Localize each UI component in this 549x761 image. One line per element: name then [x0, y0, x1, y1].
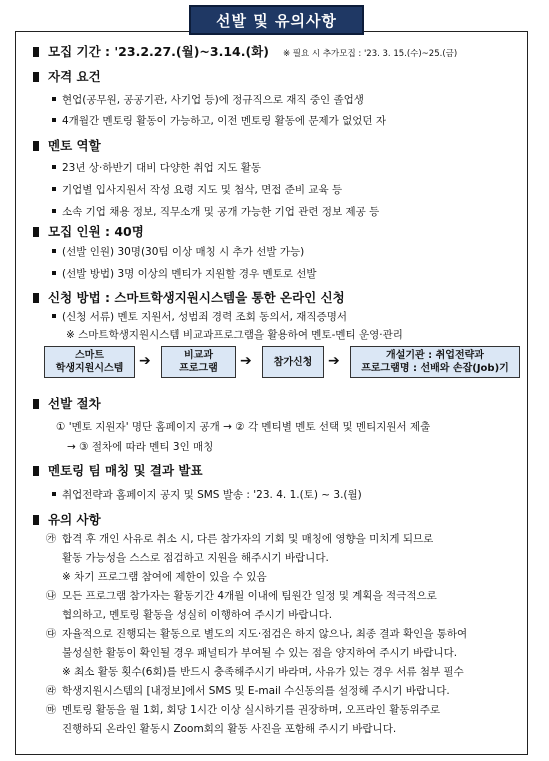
bullet-square-icon — [33, 515, 39, 525]
mentor-role-item: 기업별 입사지원서 작성 요령 지도 및 첨삭, 면접 준비 교육 등 — [52, 182, 342, 197]
note-item: ㉰ 자율적으로 진행되는 활동으로 별도의 지도·점검은 하지 않으나, 최종 결과 확인을 통하여 불성실한 활동이 확인될 경우 패널티가 부여될 수 있는 점을 양지하여 주시기 바랍니다. ※ 최소 활동 횟수(6회)를 반드시 충족해주시기 바라며, 사유가 있는 경우 서류 첨부 필수 — [46, 628, 468, 678]
bullet-square-icon — [33, 227, 39, 237]
note-item: ㉯ 모든 프로그램 참가자는 활동기간 4개월 이내에 팀원간 일정 및 계획을 적극적으로 협의하고, 멘토링 활동을 성실히 이행하여 주시기 바랍니다. — [46, 590, 437, 621]
selection-step: → ③ 절차에 따라 멘티 3인 매칭 — [67, 441, 214, 453]
recruit-period-label: 모집 기간 : '23.2.27.(월)~3.14.(화) — [48, 44, 269, 59]
arrow-right-icon: ➔ — [240, 353, 252, 369]
notes-list — [46, 530, 522, 739]
section-mentor-role — [33, 136, 101, 154]
note-item: ㉲ 멘토링 활동을 월 1회, 회당 1시간 이상 실시하기를 권장하며, 오프라인 활동위주로 진행하되 온라인 활동시 Zoom회의 활동 사진을 포함해 주시기 바랍니다. — [46, 704, 440, 735]
apply-note: ※ 스마트학생지원시스템 비교과프로그램을 활용하여 멘토-멘티 운영·관리 — [66, 329, 403, 341]
apply-flow — [44, 346, 519, 380]
mentor-role-item: 소속 기업 채용 정보, 직무소개 및 공개 가능한 기업 관련 정보 제공 등 — [52, 204, 379, 219]
selection-step: ① '멘토 지원자' 명단 홈페이지 공개 → ② 각 멘티별 멘토 선택 및 멘티지원서 제출 — [56, 421, 431, 433]
result-item: 취업전략과 홈페이지 공지 및 SMS 발송 : '23. 4. 1.(토) ~ 3.(월) — [52, 487, 362, 502]
bullet-square-icon — [33, 72, 39, 82]
bullet-square-icon — [33, 399, 39, 409]
bullet-square-icon — [33, 141, 39, 151]
result-label: 멘토링 팀 매칭 및 결과 발표 — [48, 463, 203, 478]
bullet-dot-icon — [52, 97, 56, 101]
bullet-dot-icon — [52, 165, 56, 169]
qualification-item: 현업(공무원, 공공기관, 사기업 등)에 정규직으로 재직 중인 졸업생 — [52, 92, 364, 107]
section-recruit-period — [33, 42, 457, 60]
section-qualification — [33, 67, 101, 85]
apply-label: 신청 방법 : 스마트학생지원시스템을 통한 온라인 신청 — [48, 290, 345, 305]
note-item: ㉱ 학생지원시스템의 [내정보]에서 SMS 및 E-mail 수신동의를 설정해 주시기 바랍니다. — [46, 685, 450, 697]
section-selection — [33, 394, 101, 412]
flow-step-program: 비교과 프로그램 — [161, 346, 236, 378]
bullet-dot-icon — [52, 314, 56, 318]
arrow-right-icon: ➔ — [328, 353, 340, 369]
section-notes — [33, 510, 101, 528]
flow-step-system: 스마트 학생지원시스템 — [44, 346, 135, 378]
bullet-dot-icon — [52, 187, 56, 191]
selection-label: 선발 절차 — [48, 396, 101, 411]
bullet-square-icon — [33, 47, 39, 57]
notes-label: 유의 사항 — [48, 512, 101, 527]
bullet-dot-icon — [52, 271, 56, 275]
bullet-square-icon — [33, 466, 39, 476]
flow-step-apply: 참가신청 — [262, 346, 324, 378]
recruit-count-item: (선발 인원) 30명(30팀 이상 매칭 시 추가 선발 가능) — [52, 244, 304, 259]
arrow-right-icon: ➔ — [139, 353, 151, 369]
note-item: ㉮ 합격 후 개인 사유로 취소 시, 다른 참가자의 기회 및 매칭에 영향을 미치게 되므로 활동 가능성을 스스로 점검하고 지원을 해주시기 바랍니다. ※ 차기 프로그램 참여에 제한이 있을 수 있음 — [46, 533, 434, 583]
recruit-count-label: 모집 인원 : 40명 — [48, 224, 144, 239]
section-result — [33, 461, 203, 479]
flow-step-org: 개설기관 : 취업전략과 프로그램명 : 선배와 손잡(Job)기 — [350, 346, 520, 378]
qualification-item: 4개월간 멘토링 활동이 가능하고, 이전 멘토링 활동에 문제가 없었던 자 — [52, 113, 386, 128]
apply-item: (신청 서류) 멘토 지원서, 성범죄 경력 조회 동의서, 재직증명서 — [52, 309, 347, 324]
qualification-label: 자격 요건 — [48, 69, 101, 84]
recruit-period-extra: ※ 필요 시 추가모집 : '23. 3. 15.(수)~25.(금) — [282, 49, 458, 59]
bullet-dot-icon — [52, 249, 56, 253]
recruit-count-item: (선발 방법) 3명 이상의 멘티가 지원할 경우 멘토로 선발 — [52, 266, 317, 281]
bullet-dot-icon — [52, 118, 56, 122]
page-title: 선발 및 유의사항 — [189, 5, 364, 35]
mentor-role-label: 멘토 역할 — [48, 138, 101, 153]
bullet-dot-icon — [52, 492, 56, 496]
mentor-role-item: 23년 상·하반기 대비 다양한 취업 지도 활동 — [52, 160, 261, 175]
bullet-dot-icon — [52, 209, 56, 213]
section-apply — [33, 288, 345, 306]
section-recruit-count — [33, 222, 144, 240]
bullet-square-icon — [33, 293, 39, 303]
